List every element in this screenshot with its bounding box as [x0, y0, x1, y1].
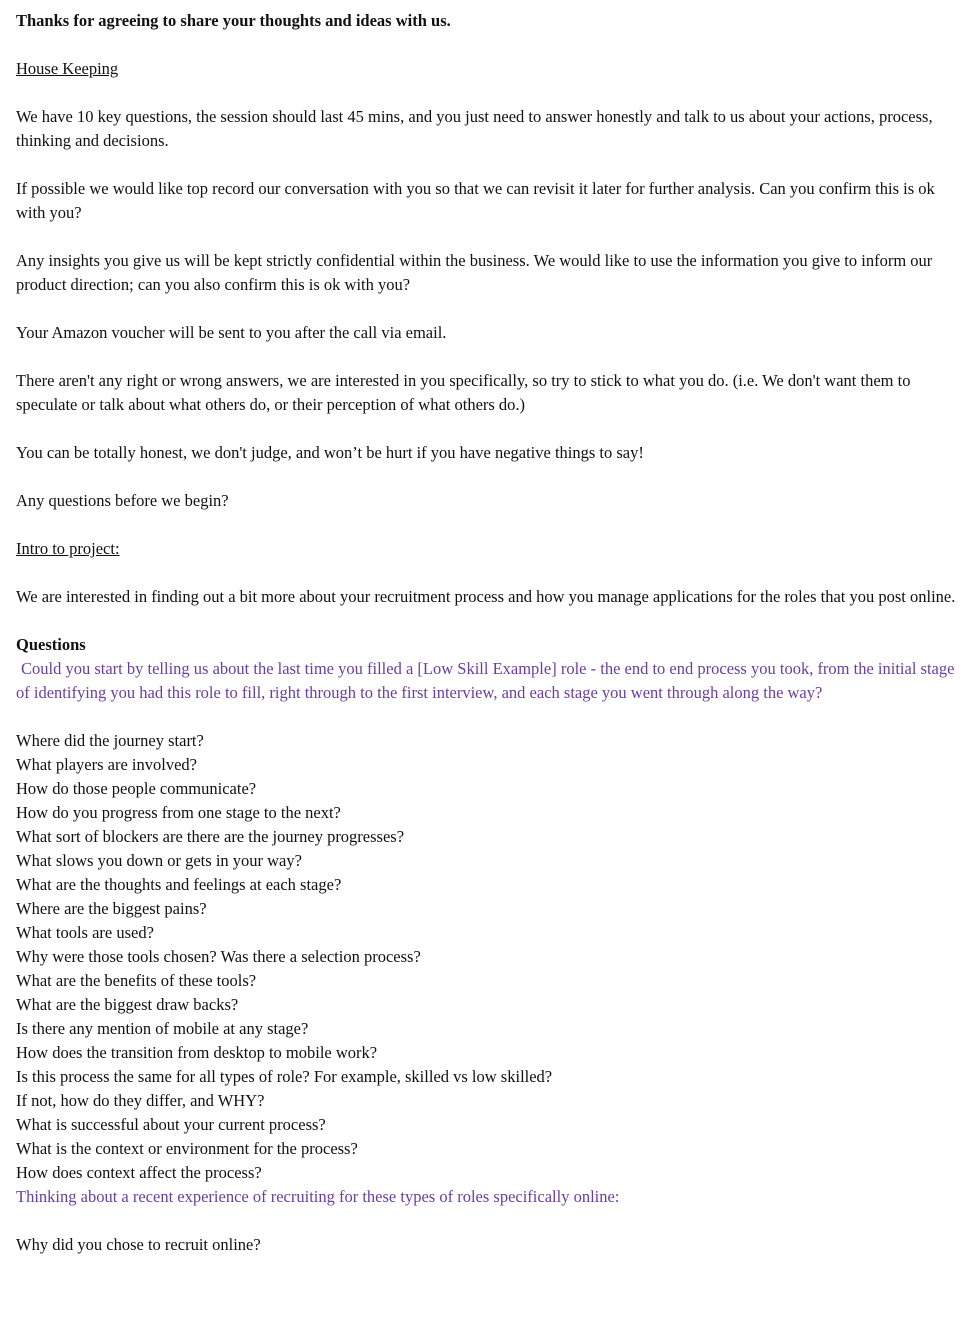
questions-heading: Questions [16, 635, 86, 654]
list-item: What is the context or environment for the process? [16, 1139, 358, 1158]
list-item: How does the transition from desktop to mobile work? [16, 1043, 378, 1062]
housekeeping-paragraph: Your Amazon voucher will be sent to you after the call via email. [16, 323, 447, 342]
project-heading: Intro to project: [16, 539, 120, 558]
list-item: What are the thoughts and feelings at each stage? [16, 875, 342, 894]
housekeeping-paragraph: There aren't any right or wrong answers, we are interested in you specifically, so try to stick to what you do. (i.e. We don't want them to speculate or talk about what others do, or their perception of what others do.) [16, 371, 911, 414]
list-item: What are the benefits of these tools? [16, 971, 257, 990]
sub-question-list [16, 729, 964, 1185]
list-item: What are the biggest draw backs? [16, 995, 239, 1014]
housekeeping-paragraph: If possible we would like top record our conversation with you so that we can revisit it later for further analysis. Can you confirm this is ok with you? [16, 179, 935, 222]
intro-title: Thanks for agreeing to share your thoughts and ideas with us. [16, 11, 451, 30]
followup-question: Why did you chose to recruit online? [16, 1235, 261, 1254]
list-item: How do you progress from one stage to the next? [16, 803, 341, 822]
list-item: What is successful about your current process? [16, 1115, 326, 1134]
list-item: How do those people communicate? [16, 779, 257, 798]
housekeeping-paragraph: Any questions before we begin? [16, 491, 229, 510]
list-item: How does context affect the process? [16, 1163, 262, 1182]
housekeeping-heading: House Keeping [16, 59, 119, 78]
lead-question: Could you start by telling us about the last time you filled a [Low Skill Example] role - the end to end process you took, from the initial stage of identifying you had this role to fill, right through to the first interview, and each stage you went through along the way? [16, 659, 955, 702]
list-item: What players are involved? [16, 755, 197, 774]
list-item: Where are the biggest pains? [16, 899, 207, 918]
housekeeping-paragraph: Any insights you give us will be kept strictly confidential within the business. We would like to use the information you give to inform our product direction; can you also confirm this is ok with you? [16, 251, 933, 294]
list-item: Why were those tools chosen? Was there a selection process? [16, 947, 421, 966]
list-item: Is there any mention of mobile at any stage? [16, 1019, 309, 1038]
project-paragraph: We are interested in finding out a bit more about your recruitment process and how you manage applications for the roles that you post online. [16, 587, 956, 606]
list-item: Is this process the same for all types of role? For example, skilled vs low skilled? [16, 1067, 553, 1086]
list-item: What tools are used? [16, 923, 154, 942]
housekeeping-paragraph: You can be totally honest, we don't judge, and won’t be hurt if you have negative things to say! [16, 443, 644, 462]
list-item: What sort of blockers are there are the journey progresses? [16, 827, 405, 846]
list-item: Where did the journey start? [16, 731, 204, 750]
followup-prompt: Thinking about a recent experience of recruiting for these types of roles specifically online: [16, 1187, 620, 1206]
list-item: If not, how do they differ, and WHY? [16, 1091, 265, 1110]
list-item: What slows you down or gets in your way? [16, 851, 302, 870]
document-body [16, 9, 964, 1257]
housekeeping-paragraph: We have 10 key questions, the session should last 45 mins, and you just need to answer honestly and talk to us about your actions, process, thinking and decisions. [16, 107, 933, 150]
